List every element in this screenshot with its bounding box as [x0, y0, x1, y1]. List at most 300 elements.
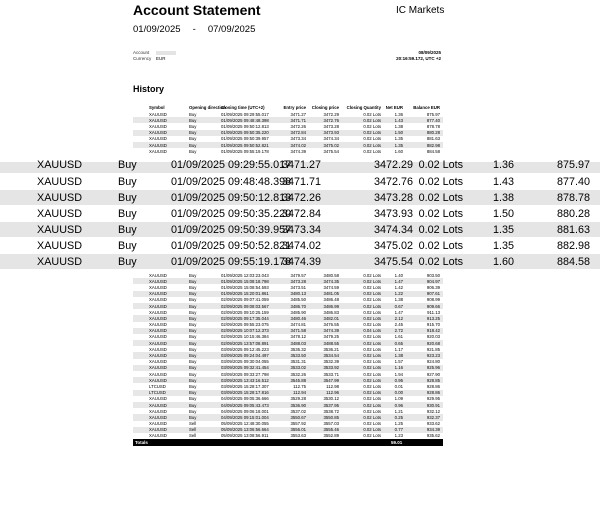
cell-time: 03/09/2025 09:32:41.454 — [221, 365, 269, 371]
cell-qty: 0.02 Lots — [363, 427, 381, 433]
section-title: History — [133, 84, 165, 94]
cell-symbol: XAUUSD — [149, 278, 167, 284]
cell-entry: 3537.02 — [290, 408, 306, 414]
cell-entry: 3550.67 — [290, 414, 306, 420]
zoom-cell-net: 1.36 — [492, 159, 514, 171]
cell-time: 01/09/2025 09:50:12.813 — [221, 123, 269, 129]
cell-symbol: XAUUSD — [149, 117, 167, 123]
cell-time: 01/09/2025 09:50:52.821 — [221, 142, 269, 148]
cell-symbol: XAUUSD — [149, 334, 167, 340]
table-row — [133, 408, 443, 414]
cell-symbol: XAUUSD — [149, 414, 167, 420]
zoom-cell-time: 01/09/2025 09:50:52.821 — [171, 240, 292, 252]
table-row — [133, 148, 443, 154]
table-row — [133, 396, 443, 402]
zoom-cell-symbol: XAUUSD — [37, 159, 82, 171]
cell-entry: 3479.57 — [290, 272, 306, 278]
zoom-cell-time: 01/09/2025 09:50:12.813 — [171, 192, 292, 204]
cell-net: 1.43 — [394, 117, 403, 123]
cell-bal: 884.58 — [426, 148, 440, 154]
account-number-redacted — [156, 51, 176, 55]
cell-qty: 0.02 Lots — [363, 334, 381, 340]
zoom-cell-qty: 0.02 Lots — [418, 176, 463, 188]
cell-symbol: XAUUSD — [149, 421, 167, 427]
table-row — [133, 334, 443, 340]
cell-bal: 928.86 — [426, 383, 440, 389]
zoom-row — [0, 238, 600, 254]
broker-name: IC Markets — [396, 5, 445, 16]
cell-net: 0.25 — [394, 414, 403, 420]
page-title: Account Statement — [133, 2, 261, 18]
cell-symbol: LTCUSD — [149, 383, 166, 389]
cell-net: 1.36 — [394, 111, 403, 117]
cell-dir: Buy — [189, 328, 197, 334]
cell-symbol: XAUUSD — [149, 309, 167, 315]
table-row — [133, 352, 443, 358]
cell-net: 1.23 — [394, 433, 403, 439]
cell-bal: 924.80 — [426, 359, 440, 365]
cell-dir: Buy — [189, 117, 197, 123]
cell-qty: 0.02 Lots — [363, 365, 381, 371]
cell-qty: 0.02 Lots — [363, 353, 381, 359]
cell-time: 02/09/2025 13:57:08.891 — [221, 340, 269, 346]
table-row — [133, 402, 443, 408]
cell-qty: 0.02 Lots — [363, 315, 381, 321]
cell-bal: 877.40 — [426, 117, 440, 123]
cell-symbol: XAUUSD — [149, 297, 167, 303]
zoom-row — [0, 254, 600, 270]
cell-close: 3536.21 — [323, 346, 339, 352]
table-row — [133, 303, 443, 309]
cell-symbol: XAUUSD — [149, 142, 167, 148]
cell-time: 01/09/2025 09:50:35.220 — [221, 130, 269, 136]
cell-net: 1.17 — [394, 346, 403, 352]
cell-bal: 932.37 — [426, 414, 440, 420]
cell-dir: Buy — [189, 322, 197, 328]
cell-symbol: XAUUSD — [149, 322, 167, 328]
cell-bal: 927.90 — [426, 371, 440, 377]
cell-entry: 3486.70 — [290, 303, 306, 309]
cell-symbol: XAUUSD — [149, 427, 167, 433]
cell-bal: 875.97 — [426, 111, 440, 117]
cell-net: 1.47 — [394, 278, 403, 284]
cell-bal: 920.68 — [426, 340, 440, 346]
cell-net: 1.09 — [394, 396, 403, 402]
table-row — [133, 315, 443, 321]
cell-qty: 0.02 Lots — [363, 402, 381, 408]
zoom-cell-net: 1.35 — [492, 240, 514, 252]
cell-bal: 913.25 — [426, 315, 440, 321]
zoom-cell-dir: Buy — [118, 224, 137, 236]
cell-close: 3550.85 — [323, 414, 339, 420]
currency-label: Currency — [133, 56, 152, 61]
cell-net: 2.45 — [394, 322, 403, 328]
cell-qty: 0.02 Lots — [363, 346, 381, 352]
cell-dir: Buy — [189, 284, 197, 290]
zoom-cell-net: 1.60 — [492, 256, 514, 268]
cell-bal: 921.85 — [426, 346, 440, 352]
cell-bal: 903.50 — [426, 272, 440, 278]
cell-symbol: XAUUSD — [149, 148, 167, 154]
cell-symbol: XAUUSD — [149, 315, 167, 321]
table-row — [133, 365, 443, 371]
zoom-cell-bal: 878.78 — [556, 192, 590, 204]
cell-time: 05/09/2025 13:06:56.664 — [221, 427, 269, 433]
zoom-cell-qty: 0.02 Lots — [418, 224, 463, 236]
cell-time: 01/09/2025 12:03:23.043 — [221, 272, 269, 278]
cell-bal: 904.97 — [426, 278, 440, 284]
cell-close: 3488.55 — [323, 340, 339, 346]
cell-close: 3480.58 — [323, 272, 339, 278]
zoom-cell-entry: 3472.26 — [281, 192, 321, 204]
zoom-row — [0, 174, 600, 190]
cell-dir: Buy — [189, 408, 197, 414]
zoom-cell-net: 1.38 — [492, 192, 514, 204]
table-row — [133, 111, 443, 117]
totals-label: Totals — [135, 440, 148, 446]
zoom-cell-entry: 3474.39 — [281, 256, 321, 268]
date-to: 07/09/2025 — [207, 24, 256, 35]
cell-dir: Buy — [189, 377, 197, 383]
cell-bal: 934.39 — [426, 427, 440, 433]
cell-net: 1.16 — [394, 365, 403, 371]
cell-entry: 3533.02 — [290, 365, 306, 371]
zoom-cell-time: 01/09/2025 09:48:48.398 — [171, 176, 292, 188]
account-info — [133, 50, 176, 62]
cell-bal: 907.61 — [426, 291, 440, 297]
cell-net: 0.01 — [394, 383, 403, 389]
col-entry-price: Entry price — [283, 104, 306, 110]
cell-time: 04/09/2025 09:05:36.666 — [221, 396, 269, 402]
cell-entry: 3474.39 — [290, 148, 306, 154]
cell-dir: Buy — [189, 414, 197, 420]
cell-symbol: XAUUSD — [149, 272, 167, 278]
cell-qty: 0.02 Lots — [363, 408, 381, 414]
table-row — [133, 136, 443, 142]
cell-close: 3479.25 — [323, 334, 339, 340]
cell-close: 3552.89 — [323, 433, 339, 439]
cell-qty: 0.02 Lots — [363, 111, 381, 117]
cell-entry: 3473.51 — [290, 284, 306, 290]
cell-close: 3474.35 — [323, 278, 339, 284]
cell-bal: 882.98 — [426, 142, 440, 148]
zoom-cell-symbol: XAUUSD — [37, 208, 82, 220]
zoom-cell-dir: Buy — [118, 176, 137, 188]
cell-qty: 0.02 Lots — [363, 303, 381, 309]
cell-close: 3534.54 — [323, 353, 339, 359]
cell-dir: Buy — [189, 390, 197, 396]
zoom-cell-dir: Buy — [118, 256, 137, 268]
cell-net: 0.67 — [394, 303, 403, 309]
cell-net: 1.60 — [394, 148, 403, 154]
cell-close: 3475.02 — [323, 142, 339, 148]
zoom-row — [0, 190, 600, 206]
cell-close: 3537.95 — [323, 402, 339, 408]
table-row — [133, 123, 443, 129]
zoom-cell-close: 3475.54 — [373, 256, 413, 268]
cell-bal: 911.13 — [427, 309, 440, 315]
cell-bal: 880.28 — [426, 130, 440, 136]
cell-close: 3532.39 — [323, 359, 339, 365]
cell-qty: 0.02 Lots — [363, 278, 381, 284]
cell-net: 0.00 — [394, 390, 403, 396]
zoom-cell-dir: Buy — [118, 192, 137, 204]
cell-net: 2.72 — [394, 328, 403, 334]
cell-close: 3475.54 — [323, 148, 339, 154]
cell-close: 3474.34 — [323, 136, 339, 142]
cell-symbol: XAUUSD — [149, 408, 167, 414]
cell-bal: 915.70 — [426, 322, 440, 328]
cell-close: 3476.55 — [323, 322, 339, 328]
table-row — [133, 130, 443, 136]
cell-time: 04/09/2025 09:05:43.473 — [221, 402, 269, 408]
cell-time: 02/09/2025 09:08:03.567 — [221, 303, 269, 309]
zoom-cell-bal: 880.28 — [556, 208, 590, 220]
cell-symbol: XAUUSD — [149, 123, 167, 129]
zoom-cell-qty: 0.02 Lots — [418, 240, 463, 252]
cell-close: 3473.28 — [323, 123, 339, 129]
cell-bal: 928.85 — [426, 377, 440, 383]
cell-net: 1.38 — [394, 123, 403, 129]
cell-qty: 0.02 Lots — [363, 136, 381, 142]
cell-dir: Sell — [189, 433, 197, 439]
col-quantity: Closing Quantity — [346, 104, 381, 110]
cell-entry: 3531.31 — [290, 359, 306, 365]
cell-qty: 0.02 Lots — [363, 340, 381, 346]
table-row — [133, 390, 443, 396]
zoom-cell-time: 01/09/2025 09:55:19.178 — [171, 256, 292, 268]
zoom-cell-dir: Buy — [118, 159, 137, 171]
cell-time: 01/09/2025 09:29:55.017 — [221, 111, 269, 117]
cell-time: 01/09/2025 15:20:01.861 — [221, 291, 269, 297]
table-row — [133, 340, 443, 346]
cell-dir: Buy — [189, 291, 197, 297]
cell-close: 3486.48 — [323, 297, 339, 303]
cell-symbol: XAUUSD — [149, 130, 167, 136]
cell-bal: 920.03 — [426, 334, 440, 340]
zoom-cell-bal: 884.58 — [556, 256, 590, 268]
cell-qty: 0.02 Lots — [363, 383, 381, 389]
cell-close: 3533.92 — [323, 365, 339, 371]
zoom-cell-entry: 3474.02 — [281, 240, 321, 252]
table-row — [133, 421, 443, 427]
zoom-cell-close: 3473.93 — [373, 208, 413, 220]
cell-net: 1.35 — [394, 142, 403, 148]
cell-symbol: XAUUSD — [149, 353, 167, 359]
table-row — [133, 117, 443, 123]
cell-qty: 0.02 Lots — [363, 433, 381, 439]
cell-dir: Buy — [189, 278, 197, 284]
cell-symbol: XAUUSD — [149, 111, 167, 117]
cell-time: 02/09/2025 10:07:12.373 — [221, 328, 269, 334]
cell-symbol: XAUUSD — [149, 136, 167, 142]
cell-time: 02/09/2025 10:15:46.384 — [221, 334, 269, 340]
cell-bal: 935.62 — [426, 433, 440, 439]
table-row — [133, 272, 443, 278]
report-time: 20:16:59.172, UTC +2 — [396, 56, 441, 61]
cell-time: 03/09/2025 15:28:17.307 — [221, 383, 269, 389]
cell-close: 3473.93 — [323, 130, 339, 136]
cell-entry: 3480.13 — [290, 291, 306, 297]
cell-bal: 909.66 — [426, 303, 440, 309]
cell-bal: 928.86 — [426, 390, 440, 396]
cell-entry: 3545.88 — [290, 377, 306, 383]
cell-qty: 0.02 Lots — [363, 414, 381, 420]
cell-entry: 112.94 — [293, 390, 306, 396]
cell-entry: 3474.02 — [290, 142, 306, 148]
zoom-cell-net: 1.43 — [492, 176, 514, 188]
cell-dir: Buy — [189, 359, 197, 365]
history-table-top — [133, 103, 443, 154]
zoom-row — [0, 222, 600, 238]
zoom-cell-symbol: XAUUSD — [37, 240, 82, 252]
cell-bal: 878.78 — [426, 123, 440, 129]
cell-net: 0.96 — [394, 402, 403, 408]
cell-time: 04/09/2025 09:15:01.004 — [221, 414, 269, 420]
cell-time: 03/09/2025 09:12:45.223 — [221, 346, 269, 352]
zoom-cell-bal: 875.97 — [556, 159, 590, 171]
table-row — [133, 383, 443, 389]
zoom-cell-qty: 0.02 Lots — [418, 159, 463, 171]
cell-dir: Buy — [189, 148, 197, 154]
cell-entry: 3529.28 — [290, 396, 306, 402]
cell-dir: Buy — [189, 142, 197, 148]
cell-dir: Buy — [189, 136, 197, 142]
cell-bal: 929.95 — [426, 396, 440, 402]
cell-net: 1.35 — [394, 136, 403, 142]
zoom-row — [0, 206, 600, 222]
cell-entry: 112.75 — [293, 383, 306, 389]
cell-symbol: XAUUSD — [149, 377, 167, 383]
cell-entry: 3471.58 — [290, 328, 306, 334]
zoom-cell-close: 3474.34 — [373, 224, 413, 236]
cell-time: 02/09/2025 09:55:23.075 — [221, 322, 269, 328]
cell-close: 3486.99 — [323, 303, 339, 309]
cell-dir: Buy — [189, 353, 197, 359]
cell-net: 1.22 — [394, 291, 403, 297]
cell-bal: 925.96 — [426, 365, 440, 371]
cell-net: 1.94 — [394, 371, 403, 377]
date-range — [133, 24, 255, 35]
cell-time: 01/09/2025 15:08:54.593 — [221, 284, 269, 290]
zoom-row — [0, 159, 600, 174]
cell-net: 1.57 — [394, 359, 403, 365]
cell-qty: 0.02 Lots — [363, 130, 381, 136]
zoom-cell-close: 3472.29 — [373, 159, 413, 171]
cell-qty: 0.02 Lots — [363, 117, 381, 123]
cell-qty: 0.02 Lots — [363, 291, 381, 297]
table-row — [133, 328, 443, 334]
zoom-cell-qty: 0.02 Lots — [418, 192, 463, 204]
cell-time: 04/09/2025 09:06:18.001 — [221, 408, 269, 414]
cell-entry: 3553.63 — [290, 433, 306, 439]
cell-bal: 906.39 — [426, 284, 440, 290]
cell-bal: 932.12 — [426, 408, 440, 414]
zoom-cell-bal: 882.98 — [556, 240, 590, 252]
table-row — [133, 284, 443, 290]
cell-time: 03/09/2025 15:28:17.816 — [221, 390, 269, 396]
cell-symbol: XAUUSD — [149, 371, 167, 377]
cell-dir: Buy — [189, 297, 197, 303]
table-row — [133, 433, 443, 439]
report-info — [396, 50, 441, 62]
cell-time: 03/09/2025 09:30:04.055 — [221, 359, 269, 365]
zoom-cell-net: 1.35 — [492, 224, 514, 236]
cell-symbol: XAUUSD — [149, 396, 167, 402]
cell-qty: 0.02 Lots — [363, 322, 381, 328]
table-row — [133, 377, 443, 383]
cell-dir: Buy — [189, 402, 197, 408]
cell-entry: 3532.26 — [290, 371, 306, 377]
zoom-cell-bal: 881.63 — [556, 224, 590, 236]
cell-dir: Buy — [189, 309, 197, 315]
zoom-cell-qty: 0.02 Lots — [418, 256, 463, 268]
cell-dir: Buy — [189, 365, 197, 371]
totals-row — [133, 439, 443, 446]
cell-symbol: XAUUSD — [149, 433, 167, 439]
cell-dir: Buy — [189, 303, 197, 309]
zoom-cell-bal: 877.40 — [556, 176, 590, 188]
cell-bal: 923.23 — [426, 353, 440, 359]
cell-qty: 0.02 Lots — [363, 371, 381, 377]
cell-symbol: XAUUSD — [149, 328, 167, 334]
cell-net: 1.25 — [394, 421, 403, 427]
cell-close: 3474.59 — [323, 284, 339, 290]
cell-dir: Buy — [189, 130, 197, 136]
cell-time: 03/09/2025 13:43:16.512 — [221, 377, 269, 383]
col-closing-price: Closing price — [311, 104, 339, 110]
cell-close: 112.96 — [326, 390, 339, 396]
cell-entry: 3478.12 — [290, 334, 306, 340]
cell-symbol: XAUUSD — [149, 346, 167, 352]
cell-time: 02/09/2025 09:10:25.159 — [221, 309, 269, 315]
table-row — [133, 359, 443, 365]
zoom-cell-dir: Buy — [118, 240, 137, 252]
totals-net: 59.01 — [391, 440, 403, 446]
cell-qty: 0.02 Lots — [363, 142, 381, 148]
table-row — [133, 142, 443, 148]
table-row — [133, 322, 443, 328]
cell-dir: Buy — [189, 315, 197, 321]
cell-time: 01/09/2025 09:50:39.957 — [221, 136, 269, 142]
cell-time: 01/09/2025 09:48:48.398 — [221, 117, 269, 123]
account-label: Account — [133, 50, 150, 55]
cell-entry: 3485.90 — [290, 309, 306, 315]
cell-net: 0.95 — [394, 377, 403, 383]
zoom-cell-time: 01/09/2025 09:50:39.957 — [171, 224, 292, 236]
cell-close: 3474.39 — [323, 328, 339, 334]
cell-close: 3557.03 — [323, 421, 339, 427]
cell-entry: 3473.34 — [290, 136, 306, 142]
zoom-cell-entry: 3473.34 — [281, 224, 321, 236]
cell-net: 1.21 — [394, 408, 403, 414]
zoom-cell-symbol: XAUUSD — [37, 256, 82, 268]
cell-qty: 0.02 Lots — [363, 359, 381, 365]
cell-time: 01/09/2025 15:08:18.798 — [221, 278, 269, 284]
cell-net: 1.38 — [394, 297, 403, 303]
table-row — [133, 427, 443, 433]
cell-entry: 3474.81 — [290, 322, 306, 328]
cell-dir: Sell — [189, 427, 197, 433]
cell-entry: 3480.46 — [290, 315, 306, 321]
cell-close: 3538.72 — [323, 408, 339, 414]
table-row — [133, 297, 443, 303]
cell-net: 1.47 — [394, 309, 403, 315]
cell-dir: Buy — [189, 383, 197, 389]
cell-qty: 0.04 Lots — [363, 328, 381, 334]
cell-entry: 3472.26 — [290, 123, 306, 129]
zoom-cell-symbol: XAUUSD — [37, 176, 82, 188]
